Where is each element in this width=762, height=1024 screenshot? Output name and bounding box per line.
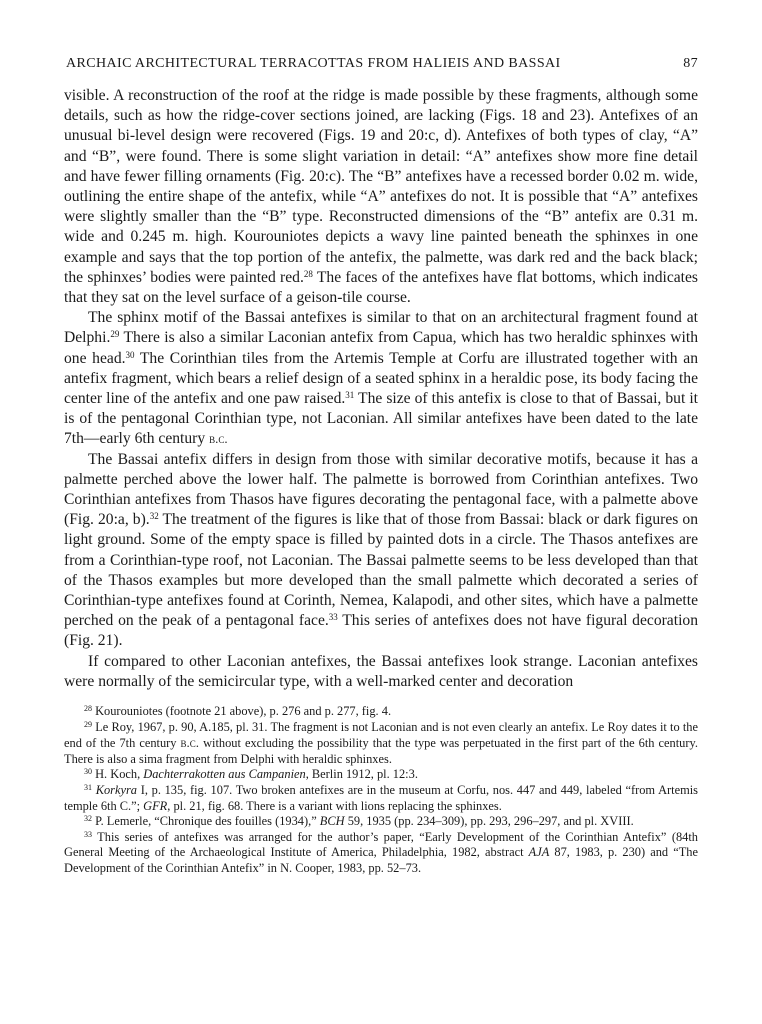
text-run: 87, 1983, p. 230) and “The Development of the Corinthian Antefix” in N. Cooper, 1983, pp. 52–73.: [64, 845, 698, 876]
running-title: ARCHAIC ARCHITECTURAL TERRACOTTAS FROM HALIEIS AND BASSAI: [66, 56, 561, 71]
text-run: The Bassai antefix differs in design from those with similar decorative motifs, because it has a palmette perched above the lower half. The palmette is borrowed from Corinthian antefixes. Two Corinthian antefixes from Thasos have figures decorating the pentagonal face, with a palmette above (Fig. 20:a, b).: [64, 450, 698, 529]
text-run: , pl. 21, fig. 68. There is a variant with lions replacing the sphinxes.: [167, 798, 502, 813]
text-run: The Corinthian tiles from the Artemis Temple at Corfu are illustrated together with an antefix fragment, which bears a relief design of a seated sphinx in a heraldic pose, its body facing the center line of the antefix and one paw raised.: [64, 349, 698, 408]
text-run: The size of this antefix is close to that of Bassai, but it is of the pentagonal Corinthian type, not Laconian. All similar antefixes have been dated to the late 7th—early 6th century: [64, 390, 698, 448]
footnote-number: 30: [84, 767, 92, 777]
italic-title: BCH: [319, 814, 345, 829]
text-run: without excluding the possibility that the type was perpetuated in the first part of the 6th century. There is also a sima fragment from Delphi with heraldic sphinxes.: [64, 736, 698, 766]
text-run: This series of antefixes was arranged for the author’s paper, “Early Development of the Corinthian Antefix” (84th General Meeting of the Archaeological Institute of America, Philadelphia, 1982, abstract: [64, 829, 698, 860]
text-run: visible. A reconstruction of the roof at the ridge is made possible by these fragments, although some details, such as how the ridge-cover sections joined, are lacking (Figs. 18 and 23). Antefixes of an unusual bi-level design were recovered (Figs. 19 and 20:c, d). Antefixes of both types of clay, “A” and “B”, were found. There is some slight variation in detail: “A” antefixes show more fine detail and have fewer filling ornaments (Fig. 20:c). The “B” antefixes have a recessed border 0.02 m. wide, outlining the entire shape of the antefix, while “A” antefixes do not. It is possible that “A” antefixes were slightly smaller than the “B” type. Reconstructed dimensions of the “B” antefix are 0.31 m. wide and 0.245 m. high. Kourouniotes depicts a wavy line painted beneath the sphinxes in one example and says that the top portion of the antefix, the palmette, was dark red and the back black; the sphinxes’ bodies were painted red.: [64, 87, 698, 286]
paragraph: [64, 450, 698, 652]
era-abbrev: b.c.: [180, 735, 200, 751]
era-abbrev: b.c.: [209, 431, 228, 447]
italic-title: GFR: [143, 798, 168, 813]
footnote: [64, 720, 698, 768]
text-run: 59, 1935 (pp. 234–309), pp. 293, 296–297, and pl. XVIII.: [344, 814, 634, 829]
footnote: [64, 814, 698, 830]
footnote: [64, 767, 698, 783]
footnote: [64, 783, 698, 814]
text-run: If compared to other Laconian antefixes, the Bassai antefixes look strange. Laconian antefixes were normally of the semicircular type, with a well-marked center and decoration: [64, 652, 698, 690]
footnote-ref: 33: [328, 612, 338, 623]
body-text: [64, 86, 698, 692]
footnote-ref: 28: [303, 268, 313, 279]
text-run: P. Lemerle, “Chronique des fouilles (1934),”: [92, 814, 320, 829]
text-run: H. Koch,: [92, 767, 144, 782]
text-run: Kourouniotes (footnote 21 above), p. 276 and p. 277, fig. 4.: [92, 704, 392, 719]
footnote-number: 29: [84, 719, 92, 729]
italic-title: Dachterrakotten aus Campanien: [143, 767, 306, 782]
page: [64, 56, 698, 877]
text-run: I, p. 135, fig. 107. Two broken antefixes are in the museum at Corfu, nos. 447 and 449, labeled “from Artemis temple 6th C.”;: [64, 783, 698, 813]
footnote-ref: 31: [345, 390, 355, 401]
footnote-number: 32: [84, 814, 92, 824]
footnote-number: 31: [84, 783, 92, 793]
running-header: [64, 56, 698, 72]
paragraph: [64, 86, 698, 308]
text-run: There is also a similar Laconian antefix from Capua, which has two heraldic sphinxes with one head.: [64, 329, 698, 367]
paragraph: [64, 652, 698, 692]
text-run: The sphinx motif of the Bassai antefixes is similar to that on an architectural fragment found at Delphi.: [64, 309, 698, 347]
footnotes: [64, 704, 698, 877]
footnote: [64, 704, 698, 720]
footnote: [64, 830, 698, 877]
footnote-ref: 30: [125, 349, 135, 360]
page-number: 87: [683, 56, 698, 71]
text-run: The treatment of the figures is like that of those from Bassai: black or dark figures on light ground. Some of the empty space is filled by painted dots in a circle. The Thasos antefixes are from a Corinthian-type roof, not Laconian. The Bassai palmette seems to be less developed than that of the Thasos examples but more developed than the small palmette which decorated a series of Corinthian-type antefixes found at Corinth, Nemea, Kalapodi, and other sites, which have a palmette perched on the peak of a pentagonal face.: [64, 511, 698, 630]
italic-title: Korkyra: [95, 783, 138, 798]
text-run: Le Roy, 1967, p. 90, A.185, pl. 31. The fragment is not Laconian and is not even clearly an antefix. Le Roy dates it to the end of the 7th century: [64, 719, 698, 751]
italic-title: AJA: [528, 845, 550, 860]
paragraph: [64, 308, 698, 449]
text-run: , Berlin 1912, pl. 12:3.: [305, 767, 418, 782]
footnote-number: 33: [84, 829, 92, 839]
footnote-number: 28: [84, 704, 92, 714]
text-run: This series of antefixes does not have figural decoration (Fig. 21).: [64, 612, 698, 650]
footnote-ref: 29: [110, 329, 120, 340]
footnote-ref: 32: [149, 511, 159, 522]
text-run: The faces of the antefixes have flat bottoms, which indicates that they sat on the level surface of a geison-tile course.: [64, 268, 699, 307]
